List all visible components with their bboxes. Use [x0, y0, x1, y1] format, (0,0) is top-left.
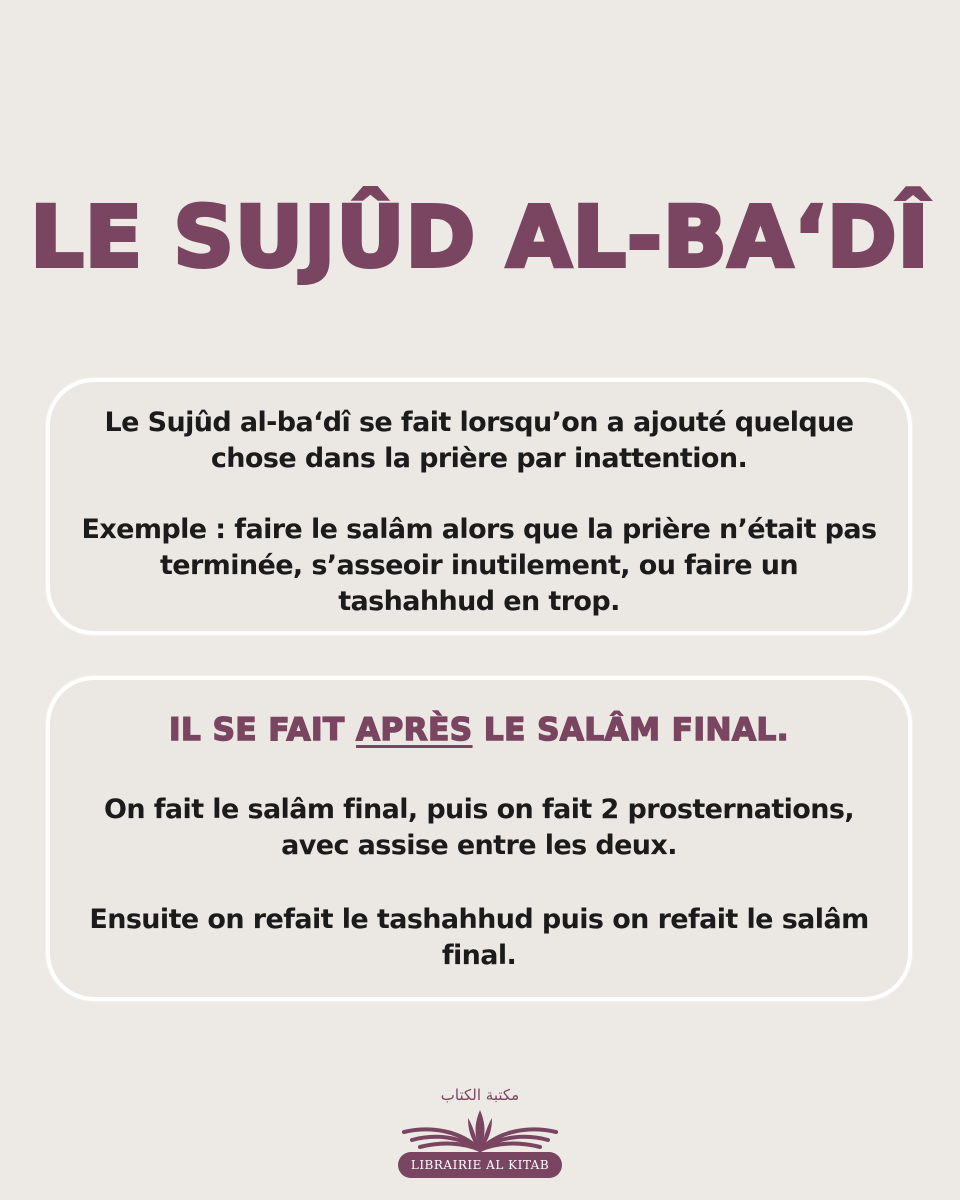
procedure-heading: [50, 709, 908, 751]
logo-label: LIBRAIRIE AL KITAB: [398, 1152, 562, 1178]
procedure-heading-after: LE SALÂM FINAL.: [472, 712, 789, 748]
procedure-heading-before: IL SE FAIT: [169, 712, 356, 748]
librairie-logo: [390, 1084, 570, 1192]
example-text: Exemple : faire le salâm alors que la prière n’était pas terminée, s’asseoir inutilement, ou faire un tashahhud en trop.: [81, 514, 877, 617]
procedure-step-1: On fait le salâm final, puis on fait 2 prosternations, avec assise entre les deux.: [104, 794, 854, 861]
logo-arabic-text: مكتبة الكتاب: [440, 1086, 520, 1104]
definition-card: [46, 378, 912, 635]
procedure-step-2: Ensuite on refait le tashahhud puis on refait le salâm final.: [89, 904, 869, 971]
definition-text: Le Sujûd al-ba‘dî se fait lorsqu’on a ajouté quelque chose dans la prière par inattention.: [104, 407, 854, 474]
page-title: LE SUJÛD AL-BA‘DÎ: [30, 188, 930, 286]
procedure-card: [46, 676, 912, 1001]
procedure-heading-emphasis: APRÈS: [355, 712, 473, 748]
